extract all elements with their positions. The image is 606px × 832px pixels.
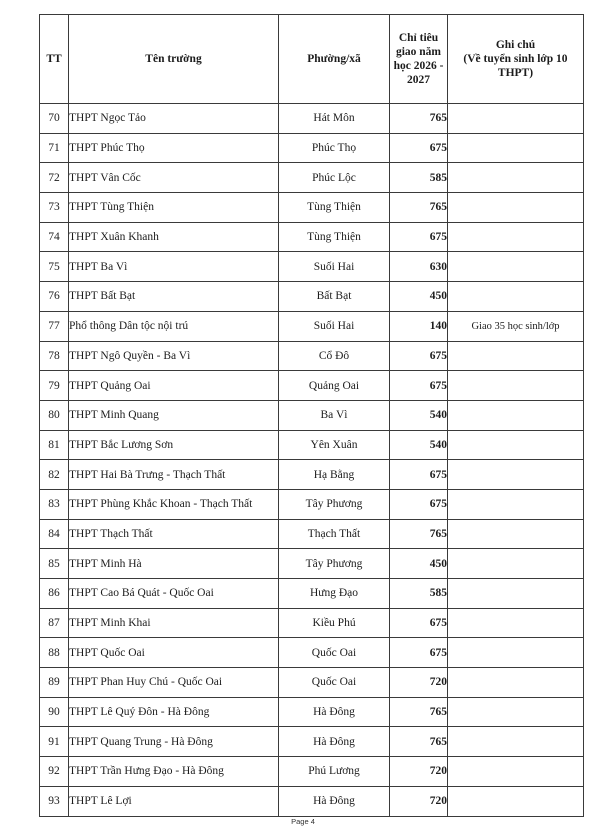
school-name: THPT Quốc Oai xyxy=(69,638,279,668)
row-index: 92 xyxy=(40,757,69,787)
quota-value: 450 xyxy=(390,282,448,312)
quota-value: 765 xyxy=(390,727,448,757)
note-cell: Giao 35 học sinh/lớp xyxy=(448,311,584,341)
ward-name: Kiều Phú xyxy=(279,608,390,638)
school-name: THPT Bắc Lương Sơn xyxy=(69,430,279,460)
quota-value: 630 xyxy=(390,252,448,282)
table-row xyxy=(40,757,584,787)
note-cell xyxy=(448,549,584,579)
quota-value: 720 xyxy=(390,757,448,787)
school-quota-table xyxy=(39,14,584,817)
table-row xyxy=(40,697,584,727)
note-cell xyxy=(448,579,584,609)
school-name: THPT Minh Quang xyxy=(69,400,279,430)
row-index: 77 xyxy=(40,311,69,341)
quota-value: 675 xyxy=(390,371,448,401)
school-name: THPT Hai Bà Trưng - Thạch Thất xyxy=(69,460,279,490)
ward-name: Quốc Oai xyxy=(279,668,390,698)
school-name: THPT Xuân Khanh xyxy=(69,222,279,252)
table-row xyxy=(40,222,584,252)
ward-name: Hà Đông xyxy=(279,786,390,816)
ward-name: Thạch Thất xyxy=(279,519,390,549)
header-ward: Phường/xã xyxy=(279,15,390,104)
page-number: Page 4 xyxy=(291,817,315,826)
table-row xyxy=(40,193,584,223)
quota-value: 675 xyxy=(390,638,448,668)
ward-name: Tùng Thiện xyxy=(279,193,390,223)
table-row xyxy=(40,727,584,757)
row-index: 73 xyxy=(40,193,69,223)
header-quota-line: Chỉ tiêu xyxy=(398,32,439,44)
note-cell xyxy=(448,460,584,490)
header-note-line: Ghi chú xyxy=(495,39,536,51)
row-index: 81 xyxy=(40,430,69,460)
school-name: THPT Ba Vì xyxy=(69,252,279,282)
table-row xyxy=(40,311,584,341)
note-cell xyxy=(448,430,584,460)
note-cell xyxy=(448,519,584,549)
row-index: 83 xyxy=(40,489,69,519)
ward-name: Bất Bạt xyxy=(279,282,390,312)
note-cell xyxy=(448,489,584,519)
row-index: 76 xyxy=(40,282,69,312)
ward-name: Hà Đông xyxy=(279,697,390,727)
row-index: 80 xyxy=(40,400,69,430)
ward-name: Hạ Bằng xyxy=(279,460,390,490)
school-name: THPT Ngọc Tảo xyxy=(69,104,279,134)
row-index: 70 xyxy=(40,104,69,134)
quota-value: 765 xyxy=(390,519,448,549)
quota-value: 675 xyxy=(390,460,448,490)
row-index: 85 xyxy=(40,549,69,579)
ward-name: Hưng Đạo xyxy=(279,579,390,609)
quota-value: 675 xyxy=(390,608,448,638)
header-quota xyxy=(390,15,448,104)
row-index: 89 xyxy=(40,668,69,698)
ward-name: Cổ Đô xyxy=(279,341,390,371)
school-name: THPT Quảng Oai xyxy=(69,371,279,401)
quota-value: 540 xyxy=(390,430,448,460)
table-row xyxy=(40,282,584,312)
ward-name: Suối Hai xyxy=(279,311,390,341)
table-row xyxy=(40,430,584,460)
ward-name: Tùng Thiện xyxy=(279,222,390,252)
table-header xyxy=(40,15,584,104)
ward-name: Phú Lương xyxy=(279,757,390,787)
note-cell xyxy=(448,222,584,252)
note-cell xyxy=(448,193,584,223)
quota-value: 765 xyxy=(390,697,448,727)
school-name: THPT Vân Cốc xyxy=(69,163,279,193)
school-name: Phổ thông Dân tộc nội trú xyxy=(69,311,279,341)
ward-name: Yên Xuân xyxy=(279,430,390,460)
note-cell xyxy=(448,282,584,312)
school-name: THPT Lê Quý Đôn - Hà Đông xyxy=(69,697,279,727)
header-row xyxy=(40,15,584,104)
school-name: THPT Phan Huy Chú - Quốc Oai xyxy=(69,668,279,698)
row-index: 84 xyxy=(40,519,69,549)
quota-value: 585 xyxy=(390,163,448,193)
quota-value: 765 xyxy=(390,193,448,223)
school-name: THPT Minh Hà xyxy=(69,549,279,579)
row-index: 74 xyxy=(40,222,69,252)
school-name: THPT Bất Bạt xyxy=(69,282,279,312)
school-name: THPT Cao Bá Quát - Quốc Oai xyxy=(69,579,279,609)
ward-name: Phúc Lộc xyxy=(279,163,390,193)
school-name: THPT Ngô Quyền - Ba Vì xyxy=(69,341,279,371)
note-cell xyxy=(448,608,584,638)
header-quota-line: học 2026 - xyxy=(393,60,444,72)
table-row xyxy=(40,133,584,163)
note-cell xyxy=(448,104,584,134)
row-index: 86 xyxy=(40,579,69,609)
note-cell xyxy=(448,697,584,727)
table-row xyxy=(40,786,584,816)
table-row xyxy=(40,400,584,430)
quota-value: 675 xyxy=(390,341,448,371)
header-note xyxy=(448,15,584,104)
school-name: THPT Lê Lợi xyxy=(69,786,279,816)
table-row xyxy=(40,341,584,371)
table-row xyxy=(40,371,584,401)
note-cell xyxy=(448,638,584,668)
table-row xyxy=(40,252,584,282)
note-cell xyxy=(448,252,584,282)
table-row xyxy=(40,489,584,519)
quota-value: 140 xyxy=(390,311,448,341)
note-cell xyxy=(448,727,584,757)
table-row xyxy=(40,668,584,698)
quota-value: 675 xyxy=(390,133,448,163)
quota-value: 720 xyxy=(390,668,448,698)
ward-name: Hát Môn xyxy=(279,104,390,134)
ward-name: Tây Phương xyxy=(279,489,390,519)
row-index: 87 xyxy=(40,608,69,638)
table-body xyxy=(40,104,584,817)
table-row xyxy=(40,608,584,638)
school-name: THPT Quang Trung - Hà Đông xyxy=(69,727,279,757)
table-row xyxy=(40,163,584,193)
table-row xyxy=(40,579,584,609)
row-index: 82 xyxy=(40,460,69,490)
ward-name: Quảng Oai xyxy=(279,371,390,401)
row-index: 78 xyxy=(40,341,69,371)
row-index: 75 xyxy=(40,252,69,282)
table-row xyxy=(40,519,584,549)
note-cell xyxy=(448,341,584,371)
note-cell xyxy=(448,163,584,193)
quota-value: 720 xyxy=(390,786,448,816)
ward-name: Quốc Oai xyxy=(279,638,390,668)
table-row xyxy=(40,638,584,668)
ward-name: Tây Phương xyxy=(279,549,390,579)
ward-name: Phúc Thọ xyxy=(279,133,390,163)
header-quota-line: giao năm xyxy=(395,46,442,58)
table-row xyxy=(40,460,584,490)
school-name: THPT Phúc Thọ xyxy=(69,133,279,163)
ward-name: Ba Vì xyxy=(279,400,390,430)
header-school-name: Tên trường xyxy=(69,15,279,104)
ward-name: Suối Hai xyxy=(279,252,390,282)
quota-value: 675 xyxy=(390,222,448,252)
school-name: THPT Tùng Thiện xyxy=(69,193,279,223)
note-cell xyxy=(448,786,584,816)
quota-value: 585 xyxy=(390,579,448,609)
school-name: THPT Trần Hưng Đạo - Hà Đông xyxy=(69,757,279,787)
note-cell xyxy=(448,371,584,401)
row-index: 90 xyxy=(40,697,69,727)
note-cell xyxy=(448,133,584,163)
header-note-line: (Về tuyển sinh lớp 10 THPT) xyxy=(463,53,568,79)
note-cell xyxy=(448,668,584,698)
note-cell xyxy=(448,757,584,787)
quota-value: 675 xyxy=(390,489,448,519)
row-index: 71 xyxy=(40,133,69,163)
note-cell xyxy=(448,400,584,430)
row-index: 88 xyxy=(40,638,69,668)
quota-value: 450 xyxy=(390,549,448,579)
row-index: 93 xyxy=(40,786,69,816)
row-index: 72 xyxy=(40,163,69,193)
ward-name: Hà Đông xyxy=(279,727,390,757)
quota-value: 765 xyxy=(390,104,448,134)
school-name: THPT Thạch Thất xyxy=(69,519,279,549)
table-row xyxy=(40,104,584,134)
header-tt: TT xyxy=(40,15,69,104)
row-index: 79 xyxy=(40,371,69,401)
header-quota-line: 2027 xyxy=(407,74,430,86)
table-row xyxy=(40,549,584,579)
row-index: 91 xyxy=(40,727,69,757)
quota-value: 540 xyxy=(390,400,448,430)
school-name: THPT Minh Khai xyxy=(69,608,279,638)
school-name: THPT Phùng Khắc Khoan - Thạch Thất xyxy=(69,489,279,519)
